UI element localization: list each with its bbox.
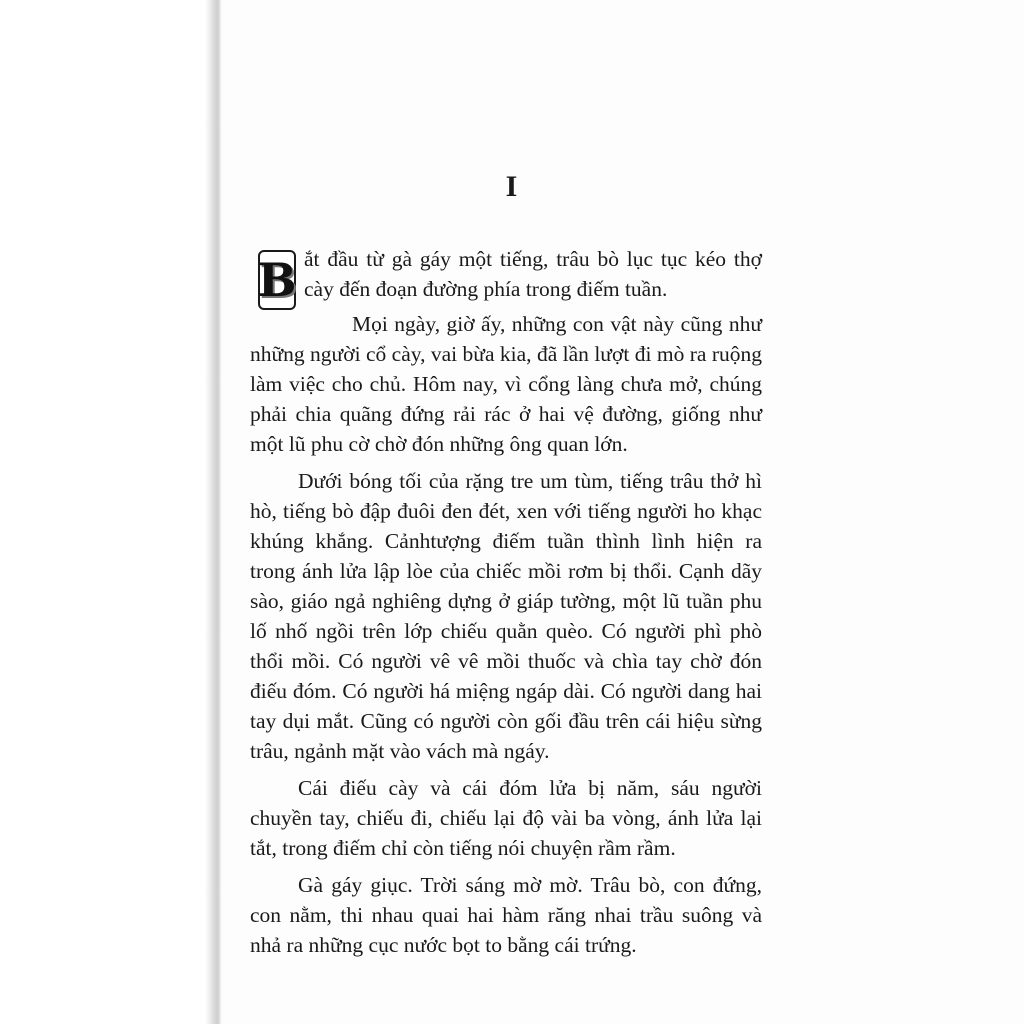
paragraph-3: Dưới bóng tối của rặng tre um tùm, tiếng trâu thở hì hò, tiếng bò đập đuôi đen đét, xen với tiếng người ho khạc khúng khắng. Cảnhtượng điếm tuần thình lình hiện ra trong ánh lửa lập lòe của chiếc mồi rơm bị thổi. Cạnh dãy sào, giáo ngả nghiêng dựng ở giáp tường, một lũ tuần phu lố nhố ngồi trên lớp chiếu quằn quèo. Có người phì phò thổi mồi. Có người vê vê mồi thuốc và chìa tay chờ đón điếu đóm. Có người há miệng ngáp dài. Có người dang hai tay dụi mắt. Cũng có người còn gối đầu trên cái hiệu sừng trâu, ngảnh mặt vào vách mà ngáy.	[250, 469, 762, 763]
paragraph-5: Gà gáy giục. Trời sáng mờ mờ. Trâu bò, con đứng, con nằm, thi nhau quai hai hàm răng nhai trầu suông và nhả ra những cục nước bọt to bằng cái trứng.	[250, 873, 762, 957]
first-paragraph	[250, 244, 762, 307]
first-paragraph-text: ắt đầu từ gà gáy một tiếng, trâu bò lục tục kéo thợ cày đến đoạn đường phía trong điếm tuần.	[304, 247, 762, 301]
paragraph-2: Mọi ngày, giờ ấy, những con vật này cũng như những người cổ cày, vai bừa kia, đã lần lượt đi mò ra ruộng làm việc cho chủ. Hôm nay, vì cổng làng chưa mở, chúng phải chia quãng đứng rải rác ở hai vệ đường, giống như một lũ phu cờ chờ đón những ông quan lớn.	[250, 312, 762, 456]
drop-cap: B	[258, 250, 296, 310]
chapter-number: I	[505, 170, 519, 203]
chapter-body	[250, 244, 762, 960]
paragraph-4: Cái điếu cày và cái đóm lửa bị năm, sáu người chuyền tay, chiếu đi, chiếu lại độ vài ba vòng, ánh lửa lại tắt, trong điếm chỉ còn tiếng nói chuyện rầm rầm.	[250, 776, 762, 860]
book-spine-shadow	[0, 0, 222, 1024]
